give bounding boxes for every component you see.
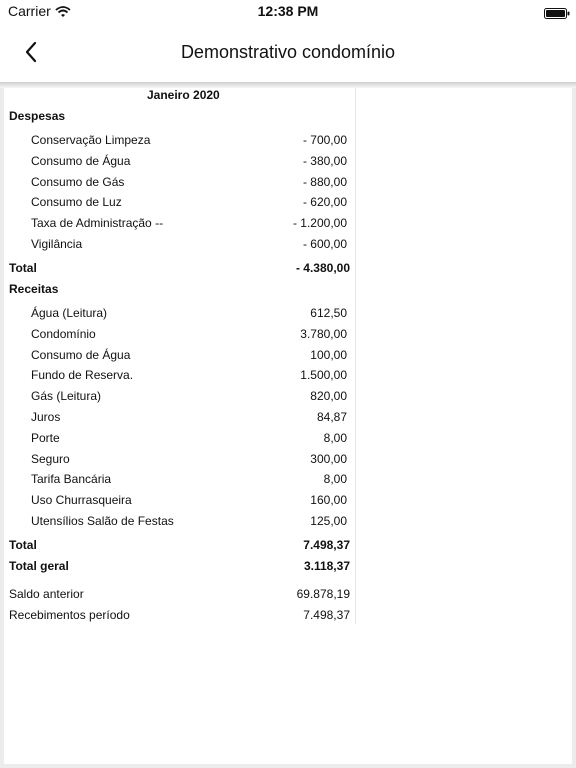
receita-item-value: 8,00 [323, 430, 347, 445]
total-geral-value: 3.118,37 [303, 559, 350, 573]
despesa-item-value: - 1.200,00 [292, 216, 347, 231]
battery-icon [544, 6, 570, 17]
despesa-item-value: - 380,00 [302, 153, 347, 168]
report-period: Janeiro 2020 [147, 88, 220, 102]
despesas-total-label: Total [9, 261, 37, 275]
nav-bar [0, 24, 576, 82]
despesa-item-value: - 600,00 [302, 237, 347, 251]
clock: 12:38 PM [257, 3, 319, 19]
receita-item-label: Tarifa Bancária [31, 472, 112, 487]
receita-item-value: 300,00 [310, 451, 347, 466]
despesa-item-label: Conservação Limpeza [31, 133, 151, 147]
receita-item-value: 8,00 [323, 472, 347, 487]
receita-item-label: Seguro [31, 451, 70, 466]
despesa-item-value: - 620,00 [302, 195, 347, 210]
receita-item-label: Juros [31, 410, 61, 424]
despesa-item-label: Consumo de Luz [31, 195, 122, 210]
receita-item-label: Consumo de Água [31, 347, 131, 362]
receita-item-value: 820,00 [310, 389, 347, 404]
despesa-item-value: - 880,00 [302, 174, 347, 189]
receita-item-label: Porte [31, 430, 60, 445]
receita-item-value: 1.500,00 [300, 368, 347, 383]
recebimentos-label: Recebimentos período [9, 608, 130, 622]
saldo-anterior-value: 69.878,19 [296, 587, 350, 601]
receitas-total-label: Total [9, 538, 37, 552]
receita-item-label: Fundo de Reserva. [31, 368, 134, 383]
page-title: Demonstrativo condomínio [180, 42, 396, 62]
receita-item-value: 100,00 [310, 347, 347, 362]
content-area[interactable] [0, 88, 576, 768]
despesa-item-label: Consumo de Água [31, 153, 131, 168]
report-sheet [4, 88, 572, 764]
status-bar [0, 0, 576, 24]
carrier-label: Carrier [8, 3, 51, 19]
despesa-item-value: - 700,00 [302, 133, 347, 147]
section-receitas: Receitas [9, 282, 59, 296]
column-divider [355, 88, 356, 624]
despesa-item-label: Consumo de Gás [31, 174, 125, 189]
receita-item-label: Gás (Leitura) [31, 389, 102, 404]
receita-item-label: Utensílios Salão de Festas [31, 514, 174, 528]
receita-item-label: Condomínio [31, 326, 96, 341]
receita-item-value: 84,87 [316, 410, 347, 424]
recebimentos-value: 7.498,37 [303, 608, 350, 622]
receita-item-value: 160,00 [310, 493, 347, 508]
receita-item-value: 125,00 [310, 514, 347, 528]
saldo-anterior-label: Saldo anterior [9, 587, 84, 601]
despesa-item-label: Taxa de Administração -- [31, 216, 164, 231]
section-despesas: Despesas [9, 109, 66, 123]
receita-item-label: Uso Churrasqueira [31, 493, 132, 508]
receitas-total-value: 7.498,37 [303, 538, 350, 552]
despesa-item-label: Vigilância [31, 237, 83, 251]
despesas-total-value: - 4.380,00 [295, 261, 350, 275]
total-geral-label: Total geral [9, 559, 69, 573]
receita-item-value: 612,50 [310, 306, 347, 320]
receita-item-label: Água (Leitura) [31, 306, 108, 320]
receita-item-value: 3.780,00 [300, 326, 347, 341]
